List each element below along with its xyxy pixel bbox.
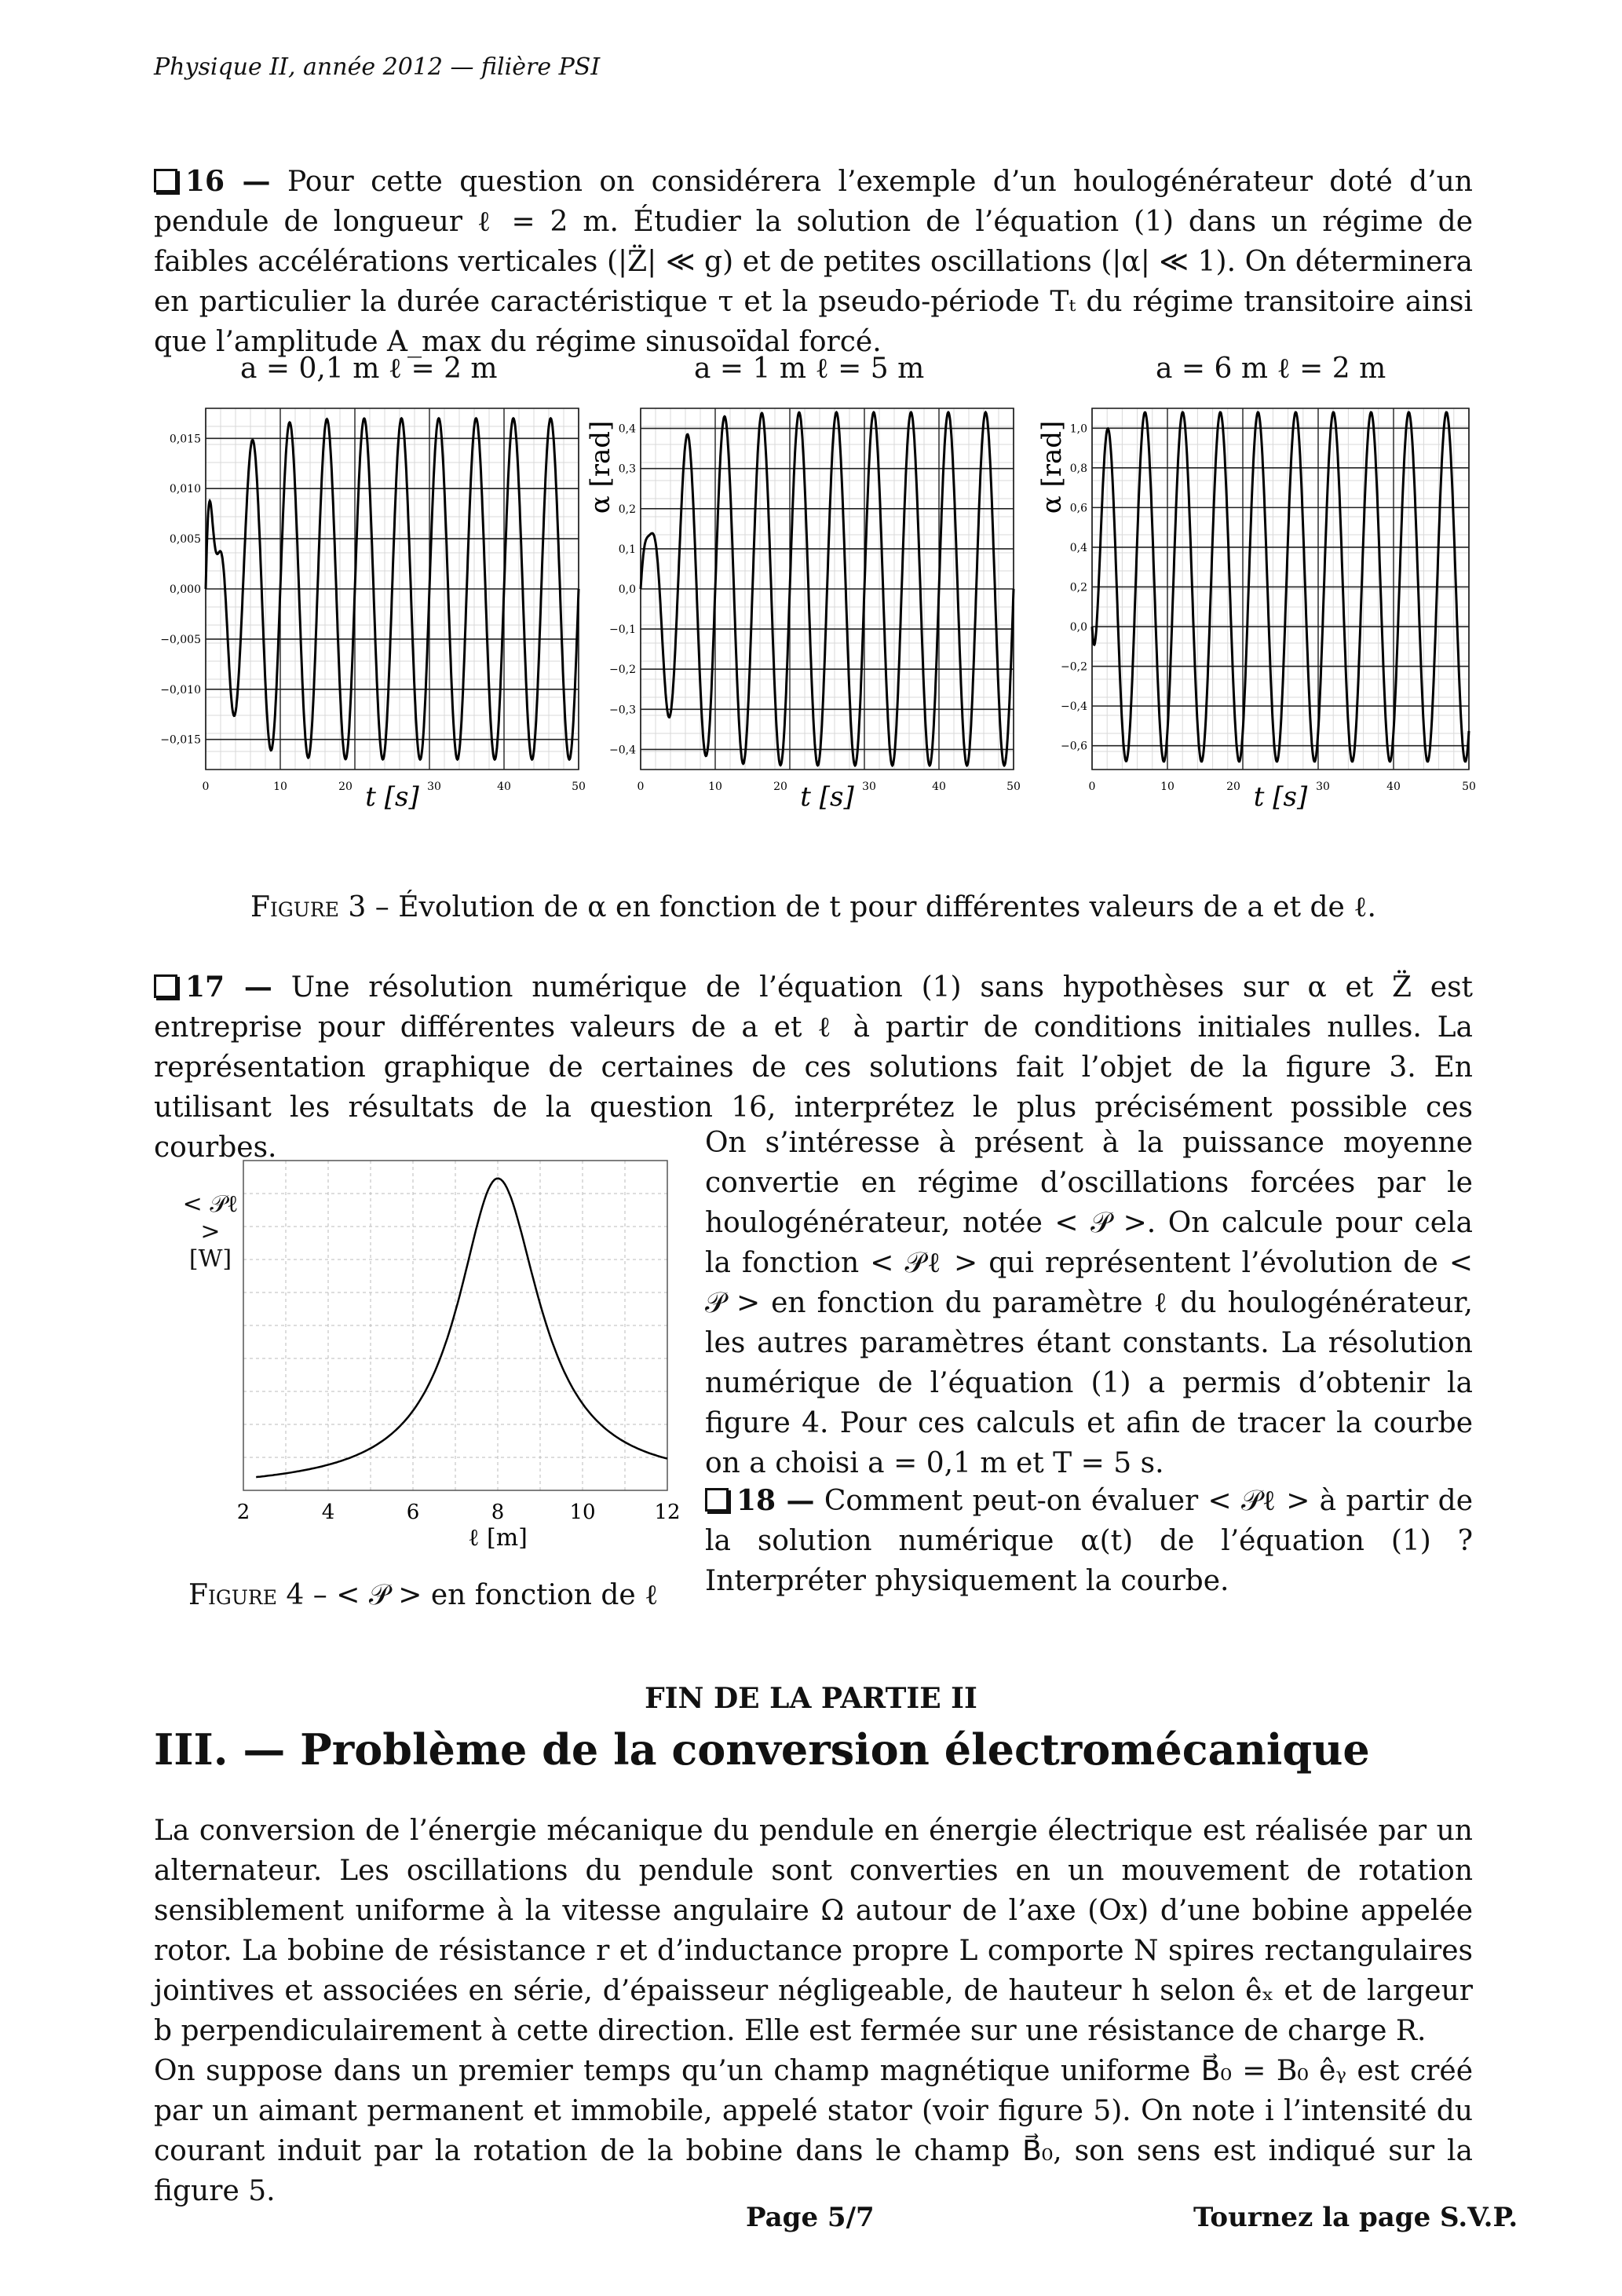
x-tick-label: 50 — [1462, 781, 1476, 793]
y-tick-label: 0,4 — [618, 422, 636, 436]
question-number: 17 — — [185, 971, 272, 1004]
plot-a1-l5 — [585, 408, 1021, 813]
x-tick-label: 30 — [427, 781, 441, 793]
y-tick-label: −0,2 — [609, 664, 636, 677]
y-tick-label: 0,015 — [169, 433, 201, 446]
figure4-label: Figure 4 — [188, 1579, 305, 1611]
part3-paragraph-2: On suppose dans un premier temps qu’un champ magnétique uniforme B⃗₀ = B₀ êᵧ est créé par un aimant permanent et immobile, appelé stator (voir figure 5). On note i l’intensité du courant induit par la rotation de la bobine dans le champ B⃗₀, son sens est indiqué sur la figure 5. — [154, 2055, 1473, 2207]
y-tick-label: 0,005 — [169, 533, 201, 547]
question-18 — [705, 1481, 1473, 1601]
x-tick-label: 40 — [1386, 781, 1401, 793]
x-tick-label: 10 — [708, 781, 722, 793]
y-tick-label: 0,6 — [1069, 502, 1087, 515]
x-tick-label: 0 — [1088, 781, 1096, 793]
x-axis-label: ℓ [m] — [468, 1524, 528, 1552]
part3-paragraph-1: La conversion de l’énergie mécanique du pendule en énergie électrique est réalisée par un alternateur. Les oscillations du pendule sont converties en un mouvement de rotation sensiblement uniforme à la vitesse angulaire Ω autour de l’axe (Ox) d’une bobine appelée rotor. La bobine de résistance r et d’inductance propre L comporte N spires rectangulaires jointives et associées en série, d’épaisseur négligeable, de hauteur h selon êₓ et de largeur b perpendiculairement à cette direction. Elle est fermée sur une résistance de charge R. — [154, 1815, 1473, 2047]
x-tick-label: 8 — [491, 1501, 505, 1524]
y-axis-label: α [rad] — [1036, 420, 1068, 514]
figure4-ylabel-line1: < 𝒫ℓ > — [182, 1190, 239, 1245]
y-tick-label: −0,1 — [609, 623, 636, 637]
part-end: FIN DE LA PARTIE II — [645, 1682, 977, 1715]
y-tick-label: 0,010 — [169, 483, 201, 496]
x-tick-label: 10 — [273, 781, 287, 793]
question-text: Comment peut-on évaluer < 𝒫ℓ > à partir de la solution numérique α(t) de l’équation (1) ? Interpréter physiquement la courbe. — [705, 1485, 1473, 1597]
y-tick-label: −0,4 — [609, 744, 636, 757]
y-tick-label: −0,3 — [609, 704, 636, 717]
x-axis-label: t [s] — [365, 781, 419, 813]
plot2-title: a = 1 m ℓ = 5 m — [694, 353, 925, 385]
figure3-label: Figure 3 — [250, 891, 367, 923]
question-16 — [154, 162, 1473, 362]
question-text: Une résolution numérique de l’équation (1) sans hypothèses sur α et Z̈ est entreprise pour différentes valeurs de a et ℓ à partir de conditions initiales nulles. La représentation graphique de certaines de ces solutions fait l’objet de la figure 3. En utilisant les résultats de la question 16, interprétez le plus précisément possible ces courbes. — [154, 971, 1474, 1164]
x-tick-label: 0 — [202, 781, 210, 793]
figure3-plots — [154, 393, 1489, 832]
x-tick-label: 12 — [654, 1501, 681, 1524]
y-tick-label: −0,005 — [160, 633, 201, 646]
footer-page-number: Page 5/7 — [746, 2202, 875, 2233]
figure4-caption — [188, 1578, 658, 1612]
y-tick-label: 0,3 — [618, 462, 636, 476]
alpha-curve — [641, 412, 1014, 766]
x-tick-label: 40 — [932, 781, 946, 793]
plot-a6-l2 — [1036, 408, 1476, 813]
page-header: Physique II, année 2012 — filière PSI — [154, 53, 601, 81]
y-tick-label: 0,8 — [1069, 462, 1087, 475]
x-tick-label: 2 — [236, 1501, 250, 1524]
x-tick-label: 10 — [569, 1501, 596, 1524]
footer-turn-page: Tournez la page S.V.P. — [1193, 2202, 1518, 2233]
x-axis-label: t [s] — [800, 781, 854, 813]
y-tick-label: −0,010 — [160, 683, 201, 696]
figure4-plot — [236, 1153, 691, 1552]
question-text: Pour cette question on considérera l’exemple d’un houlogénérateur doté d’un pendule de longueur ℓ = 2 m. Étudier la solution de l’équation (1) dans un régime de faibles accélérations verticales (|Z̈| ≪ g) et de petites oscillations (|α| ≪ 1). On déterminera en particulier la durée caractéristique τ et la pseudo-période Tₜ du régime transitoire ainsi que l’amplitude A_max du régime sinusoïdal forcé. — [154, 166, 1473, 358]
y-axis-label: α [rad] — [585, 420, 616, 514]
y-tick-label: 0,000 — [169, 583, 201, 596]
y-tick-label: 0,1 — [618, 543, 636, 556]
y-tick-label: 0,2 — [618, 503, 636, 516]
figure4-caption-text: – < 𝒫 > en fonction de ℓ — [304, 1579, 659, 1611]
power-curve — [256, 1179, 667, 1477]
x-tick-label: 20 — [1226, 781, 1240, 793]
x-tick-label: 10 — [1160, 781, 1174, 793]
plot3-title: a = 6 m ℓ = 2 m — [1156, 353, 1386, 385]
x-tick-label: 4 — [321, 1501, 335, 1524]
y-tick-label: −0,4 — [1061, 700, 1087, 714]
power-paragraph: On s’intéresse à présent à la puissance moyenne convertie en régime d’oscillations forcées par le houlogénérateur, notée < 𝒫 >. On calcule pour cela la fonction < 𝒫ℓ > qui représentent l’évolution de < 𝒫 > en fonction du paramètre ℓ du houlogénérateur, les autres paramètres étant constants. La résolution numérique de l’équation (1) a permis d’obtenir la figure 4. Pour ces calculs et afin de tracer la courbe on a choisi a = 0,1 m et T = 5 s. — [705, 1127, 1473, 1479]
checkbox-icon — [154, 974, 177, 998]
x-tick-label: 30 — [862, 781, 876, 793]
y-tick-label: 0,2 — [1069, 581, 1087, 594]
figure4-ylabel-line2: [W] — [188, 1245, 232, 1273]
y-tick-label: −0,2 — [1061, 660, 1087, 674]
alpha-curve — [206, 419, 579, 759]
checkbox-icon — [705, 1488, 729, 1512]
checkbox-icon — [154, 169, 177, 192]
y-tick-label: 1,0 — [1069, 422, 1087, 436]
x-tick-label: 50 — [1006, 781, 1021, 793]
x-tick-label: 30 — [1316, 781, 1330, 793]
x-tick-label: 0 — [637, 781, 645, 793]
y-tick-label: 0,4 — [1069, 541, 1087, 554]
y-tick-label: −0,6 — [1061, 740, 1087, 753]
question-number: 16 — — [185, 165, 271, 198]
y-tick-label: −0,015 — [160, 733, 201, 747]
x-tick-label: 20 — [773, 781, 787, 793]
y-tick-label: 0,0 — [618, 583, 636, 596]
x-axis-label: t [s] — [1253, 781, 1308, 813]
x-tick-label: 40 — [497, 781, 511, 793]
plot-a01-l2 — [160, 408, 586, 813]
question-number: 18 — — [736, 1484, 815, 1517]
part3-title: III. — Problème de la conversion électromécanique — [154, 1724, 1370, 1775]
figure3-caption — [154, 890, 1473, 923]
x-tick-label: 6 — [406, 1501, 420, 1524]
x-tick-label: 20 — [338, 781, 353, 793]
x-tick-label: 50 — [572, 781, 586, 793]
figure3-caption-text: – Évolution de α en fonction de t pour différentes valeurs de a et de ℓ. — [366, 891, 1376, 923]
y-tick-label: 0,0 — [1069, 621, 1087, 634]
plot1-title: a = 0,1 m ℓ = 2 m — [240, 353, 498, 385]
